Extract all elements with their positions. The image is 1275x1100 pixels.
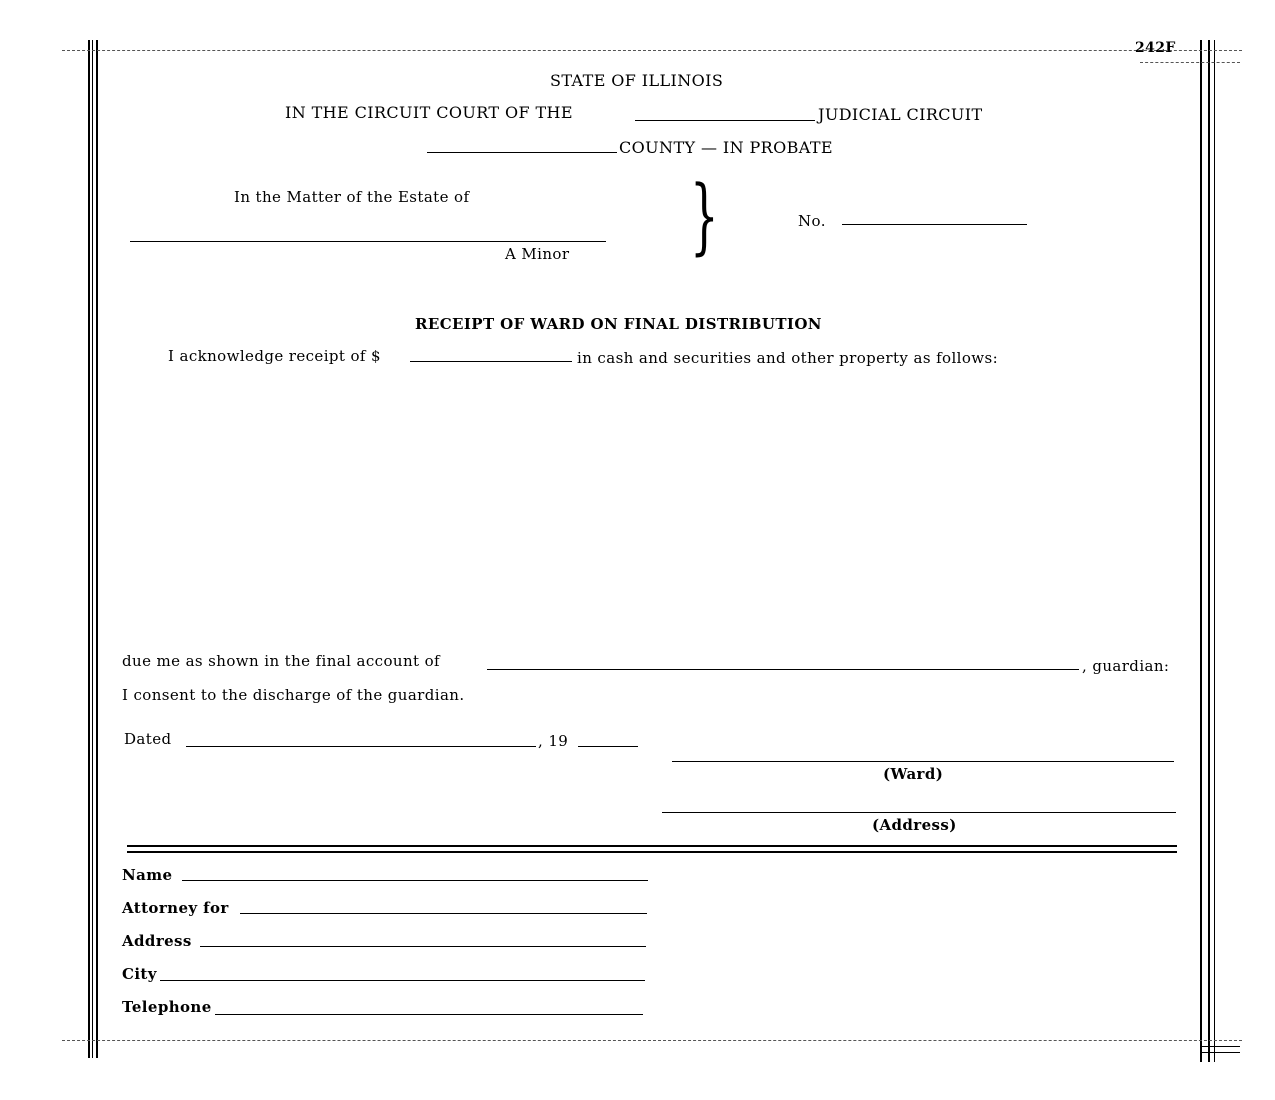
matter-of-label: In the Matter of the Estate of: [234, 188, 470, 206]
attorney-name-field[interactable]: [182, 880, 648, 881]
case-no-field[interactable]: [842, 224, 1027, 225]
judicial-circuit-label: JUDICIAL CIRCUIT: [818, 105, 983, 124]
bottom-edge-dashes: [62, 1040, 1242, 1041]
form-code: 242F: [1135, 40, 1176, 56]
minor-label: A Minor: [505, 245, 570, 263]
ward-signature-line[interactable]: [672, 761, 1174, 762]
right-border-thin: [1214, 40, 1215, 1062]
attorney-address-field[interactable]: [200, 946, 646, 947]
attorney-for-field[interactable]: [240, 913, 647, 914]
attorney-telephone-field[interactable]: [215, 1014, 643, 1015]
consent-statement: I consent to the discharge of the guardian.: [122, 686, 465, 704]
attorney-for-label: Attorney for: [122, 899, 229, 917]
right-border-inner: [1208, 40, 1210, 1062]
bottom-edge-rule-2: [1200, 1052, 1240, 1053]
separator-rule-bottom: [127, 851, 1177, 853]
left-border-inner: [96, 40, 98, 1058]
attorney-name-label: Name: [122, 866, 173, 884]
separator-rule-top: [127, 845, 1177, 847]
state-heading: STATE OF ILLINOIS: [550, 71, 724, 90]
due-me-prefix: due me as shown in the final account of: [122, 652, 440, 670]
receipt-suffix: in cash and securities and other property as follows:: [577, 349, 999, 367]
circuit-number-field[interactable]: [635, 120, 815, 121]
year-field[interactable]: [578, 746, 638, 747]
case-no-label: No.: [798, 212, 826, 230]
county-field[interactable]: [427, 152, 617, 153]
address-label: (Address): [872, 816, 957, 834]
property-description-area[interactable]: [122, 380, 1182, 640]
form-title: RECEIPT OF WARD ON FINAL DISTRIBUTION: [415, 315, 822, 333]
attorney-city-field[interactable]: [160, 980, 645, 981]
receipt-amount-field[interactable]: [410, 361, 572, 362]
caption-brace: }: [690, 169, 719, 264]
attorney-address-label: Address: [122, 932, 192, 950]
guardian-name-field[interactable]: [487, 669, 1079, 670]
dated-label: Dated: [124, 730, 172, 748]
county-probate-label: COUNTY — IN PROBATE: [619, 138, 833, 157]
estate-name-field[interactable]: [130, 241, 606, 242]
year-prefix: , 19: [538, 732, 569, 750]
court-prefix: IN THE CIRCUIT COURT OF THE: [285, 103, 573, 122]
date-field[interactable]: [186, 746, 536, 747]
attorney-telephone-label: Telephone: [122, 998, 212, 1016]
left-border-thin: [92, 40, 93, 1058]
top-edge-dashes: [62, 50, 1242, 51]
right-border-outer: [1200, 40, 1202, 1062]
top-edge-dashes-2: [1140, 62, 1240, 63]
attorney-city-label: City: [122, 965, 157, 983]
due-me-suffix: , guardian:: [1082, 657, 1170, 675]
bottom-edge-rule: [1200, 1046, 1240, 1047]
left-border-outer: [88, 40, 90, 1058]
ward-label: (Ward): [883, 765, 944, 783]
address-signature-line[interactable]: [662, 812, 1176, 813]
receipt-prefix: I acknowledge receipt of $: [168, 347, 381, 365]
